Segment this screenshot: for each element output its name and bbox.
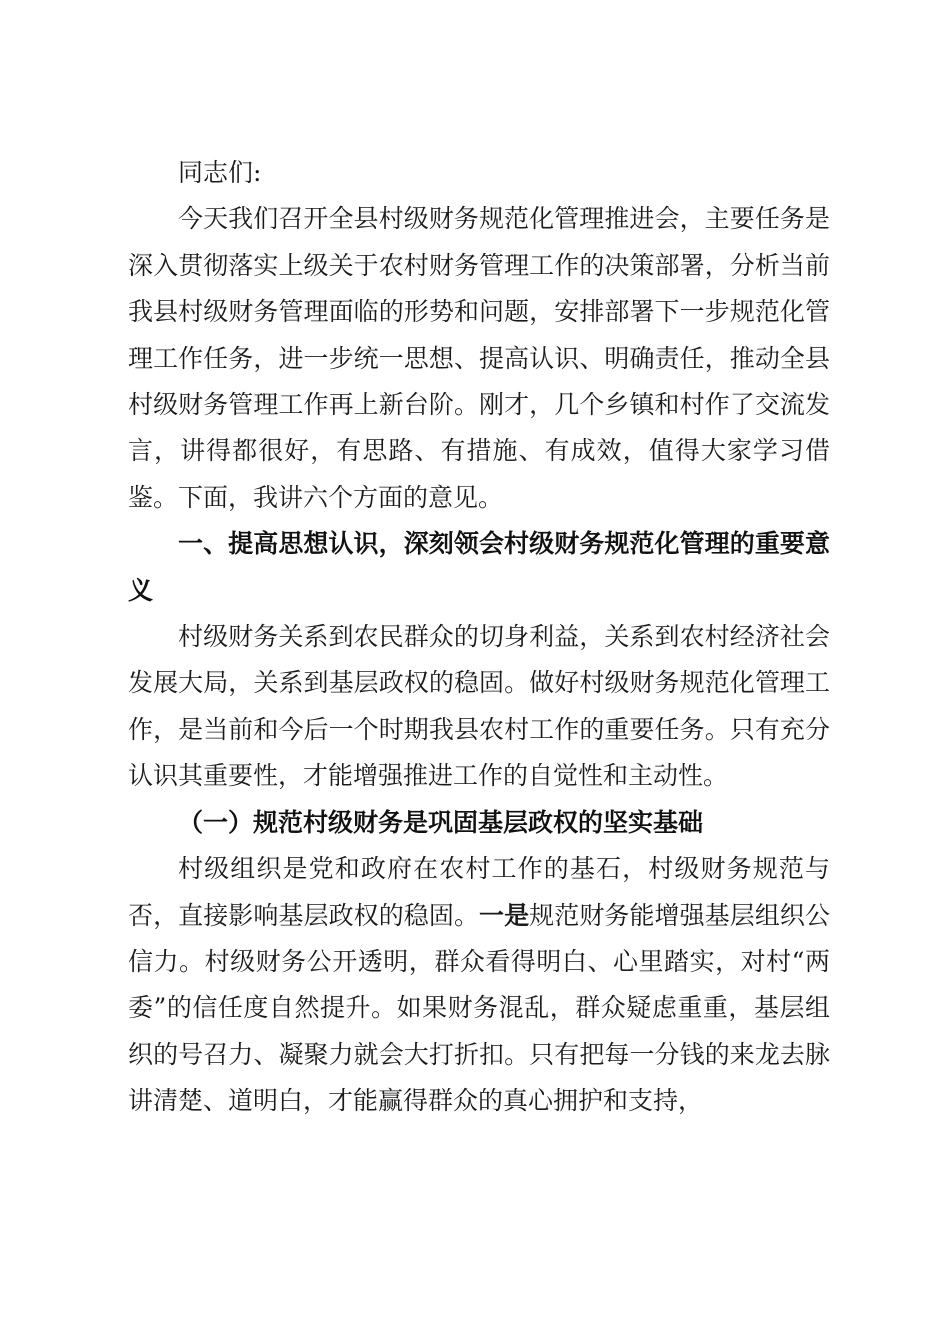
- salutation: 同志们:: [178, 158, 262, 187]
- section-1-paragraph: 村级财务关系到农民群众的切身利益，关系到农村经济社会发展大局，关系到基层政权的稳固。做好村级财务规范化管理工作，是当前和今后一个时期我县农村工作的重要任务。只有充分认识其重要性，才能增强推进工作的自觉性和主动性。: [128, 622, 830, 791]
- subsection-1-paragraph: [128, 846, 830, 1124]
- subsection-1-text-before: 村级组织是党和政府在农村工作的基石，村级财务规范与否，直接影响基层政权的稳固。: [128, 854, 830, 930]
- subsection-1-emphasis: 一是: [479, 900, 530, 930]
- intro-paragraph: 今天我们召开全县村级财务规范化管理推进会，主要任务是深入贯彻落实上级关于农村财务管理工作的决策部署，分析当前我县村级财务管理面临的形势和问题，安排部署下一步规范化管理工作任务，进一步统一思想、提高认识、明确责任，推动全县村级财务管理工作再上新台阶。刚才，几个乡镇和村作了交流发言，讲得都很好，有思路、有措施、有成效，值得大家学习借鉴。下面，我讲六个方面的意见。: [128, 204, 830, 512]
- document-body: [128, 150, 830, 1125]
- subsection-1-heading: （一）规范村级财务是巩固基层政权的坚实基础: [178, 807, 704, 837]
- subsection-1-text-after: 规范财务能增强基层组织公信力。村级财务公开透明，群众看得明白、心里踏实，对村“两委”的信任度自然提升。如果财务混乱，群众疑虑重重，基层组织的号召力、凝聚力就会大打折扣。只有把每一分钱的来龙去脉讲清楚、道明白，才能赢得群众的真心拥护和支持，: [128, 900, 830, 1116]
- section-1-heading: 一、提高思想认识，深刻领会村级财务规范化管理的重要意义: [128, 529, 830, 605]
